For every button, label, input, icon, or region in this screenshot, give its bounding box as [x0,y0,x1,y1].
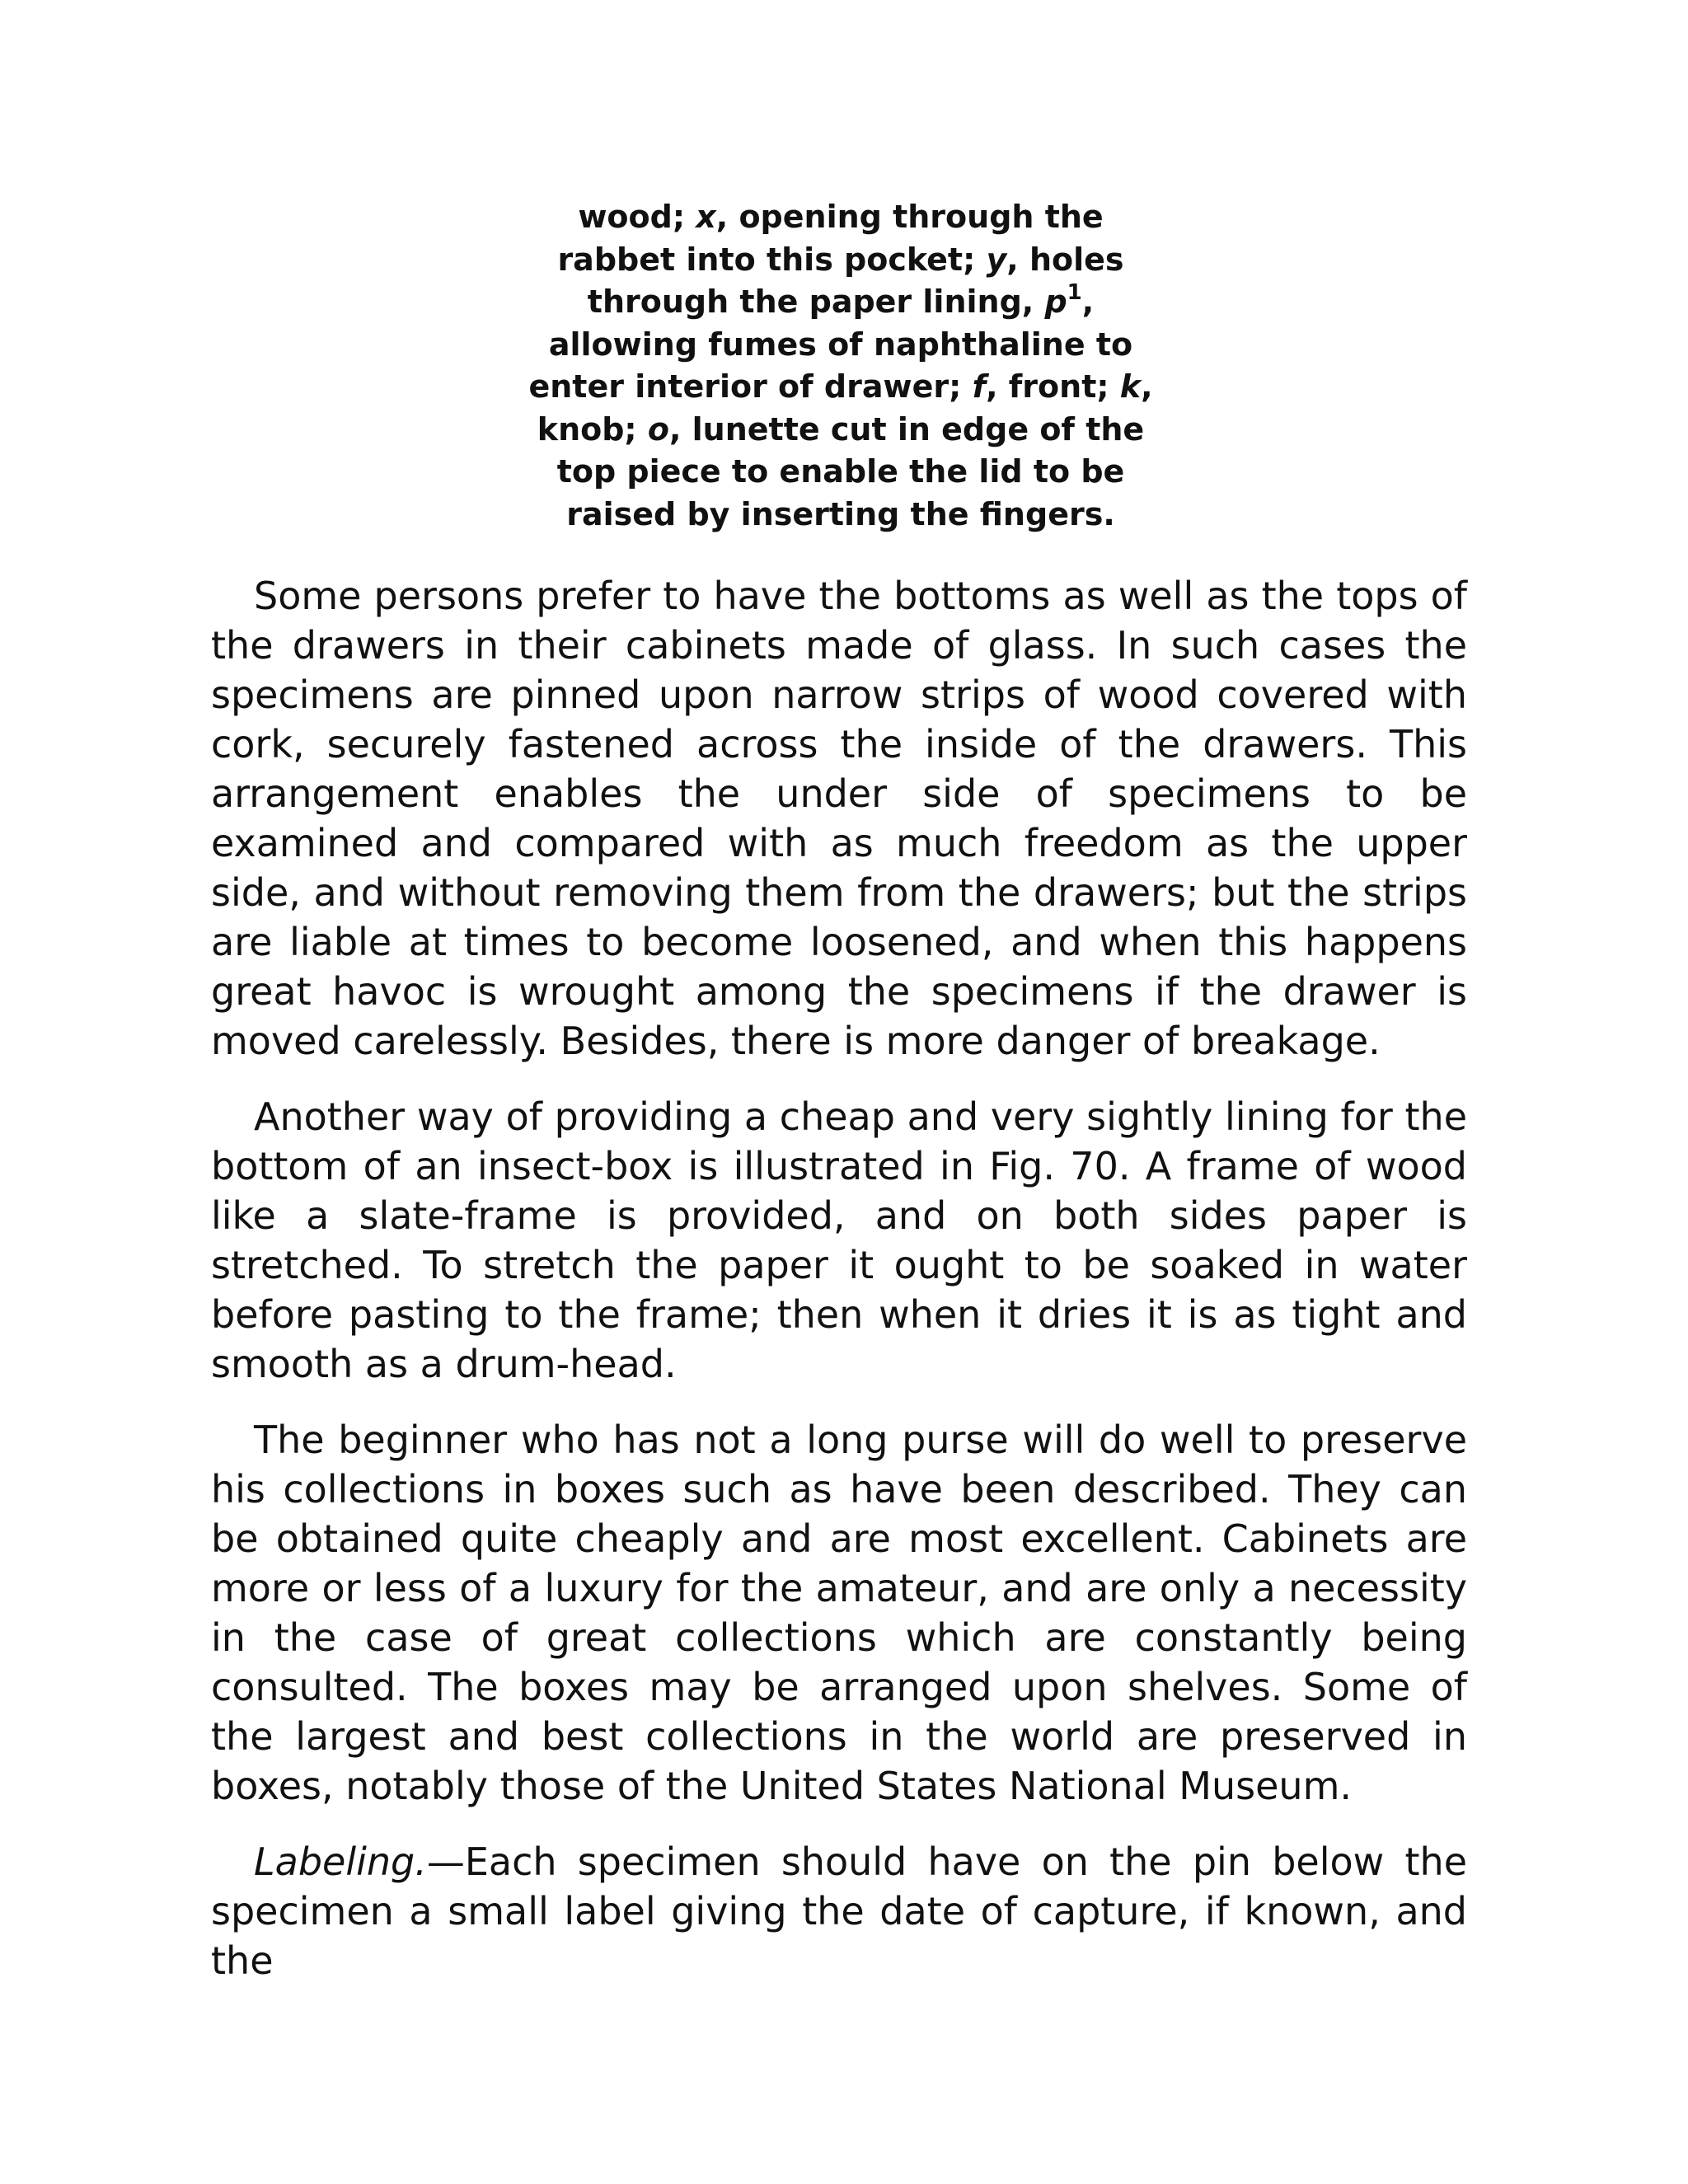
paragraph-labeling [211,1837,1467,1985]
caption-letter-f: f [972,368,987,405]
caption-text: , holes through the paper lining, [587,241,1124,320]
caption-letter-p: p [1044,284,1067,320]
caption-text: , knob; [537,368,1153,448]
caption-text: wood; [578,199,696,235]
caption-letter-o: o [647,410,669,448]
caption-text: , lunette cut in edge of the top piece to enable the lid to be raised by inserting the fingers. [556,410,1145,532]
labeling-text: —Each specimen should have on the pin below the specimen a small label giving the date of capture, if known, and the [211,1840,1467,1983]
paragraph-boxes: The beginner who has not a long purse will do well to preserve his collections in boxes such as have been described. They can be obtained quite cheaply and are most excellent. Cabinets are more or less of a luxury for the amateur, and are only a necessity in the case of great collections which are constantly being consulted. The boxes may be arranged upon shelves. Some of the largest and best collections in the world are preserved in boxes, notably those of the United States National Museum. [211,1418,1467,1808]
body-text [211,571,1467,2012]
paragraph-glass-bottoms: Some persons prefer to have the bottoms as well as the tops of the drawers in their cabinets made of glass. In such cases the specimens are pinned upon narrow strips of wood covered with cork, securely fastened across the inside of the drawers. This arrangement enables the under side of specimens to be examined and compared with as much freedom as the upper side, and without removing them from the drawers; but the strips are liable at times to become loosened, and when this happens great havoc is wrought among the specimens if the drawer is moved carelessly. Besides, there is more danger of breakage. [211,574,1467,1063]
caption-text: , allowing fumes of naphthaline to enter interior of drawer; [528,284,1133,405]
caption-text: , front; [986,368,1120,405]
labeling-heading: Labeling. [254,1840,427,1884]
caption-letter-x: x [696,199,716,235]
caption-letter-k: k [1119,368,1142,405]
caption-superscript: 1 [1067,280,1082,306]
paragraph-paper-lining: Another way of providing a cheap and very sightly lining for the bottom of an insect-box is illustrated in Fig. 70. A frame of wood like a slate-frame is provided, and on both sides paper is stretched. To stretch the paper it ought to be soaked in water before pasting to the frame; then when it dries it is as tight and smooth as a drum-head. [211,1094,1467,1386]
caption-text: , opening through the rabbet into this pocket; [557,199,1104,278]
figure-caption [528,196,1154,536]
caption-letter-y: y [986,241,1007,278]
